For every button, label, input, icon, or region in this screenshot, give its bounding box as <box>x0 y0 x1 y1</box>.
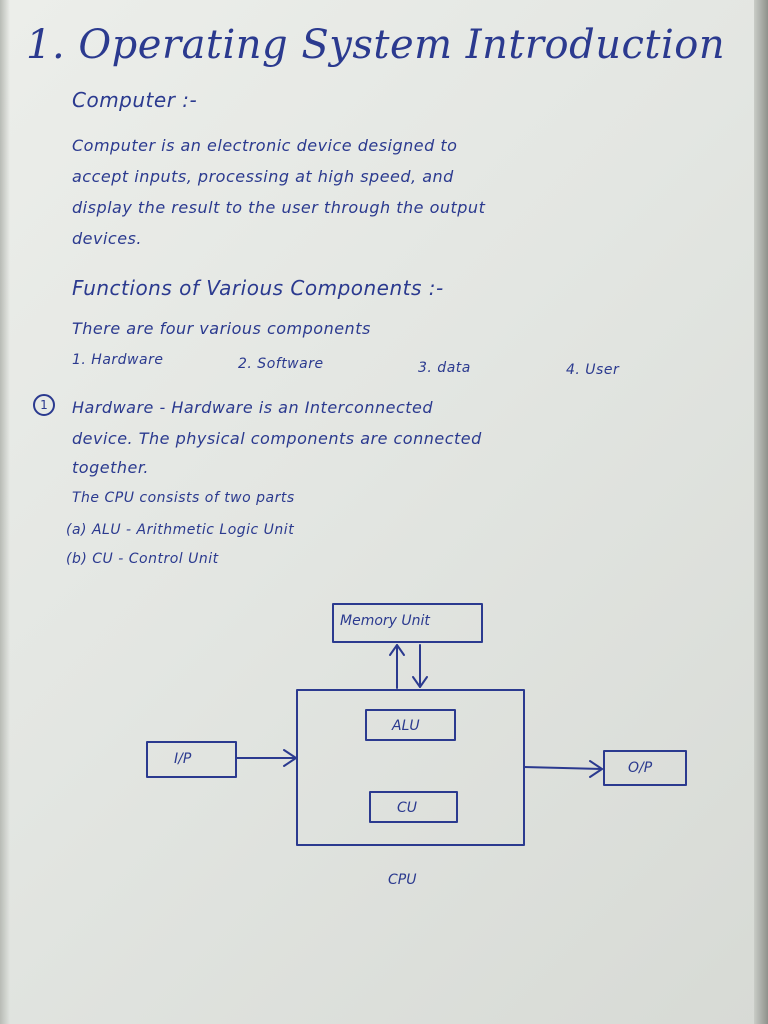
computer-line-3: display the result to the user through the output <box>72 198 486 217</box>
input-arrow <box>236 750 296 766</box>
output-label: O/P <box>628 760 653 776</box>
input-label: I/P <box>174 751 192 767</box>
component-hardware: 1. Hardware <box>72 352 164 368</box>
hardware-line-2: device. The physical components are connected <box>72 429 482 448</box>
component-user: 4. User <box>566 362 620 378</box>
page-title: 1. Operating System Introduction <box>26 22 726 68</box>
alu-label: ALU <box>392 718 420 734</box>
cu-label: CU <box>397 800 418 816</box>
output-arrow <box>524 761 602 777</box>
input-box <box>147 742 236 777</box>
section-number-badge: 1 <box>33 394 55 416</box>
computer-line-2: accept inputs, processing at high speed, and <box>72 167 454 186</box>
computer-line-1: Computer is an electronic device designed to <box>72 136 458 155</box>
memory-arrow-down <box>413 645 427 687</box>
cpu-caption: CPU <box>388 872 417 888</box>
computer-line-4: devices. <box>72 229 142 248</box>
hardware-line-3: together. <box>72 458 150 477</box>
component-software: 2. Software <box>238 356 324 372</box>
functions-intro: There are four various components <box>72 319 371 338</box>
cpu-part-cu: (b) CU - Control Unit <box>66 551 219 567</box>
computer-heading: Computer :- <box>72 88 198 112</box>
memory-unit-label: Memory Unit <box>340 613 430 629</box>
cpu-part-alu: (a) ALU - Arithmetic Logic Unit <box>66 522 295 538</box>
cpu-consists-line: The CPU consists of two parts <box>72 490 295 506</box>
hardware-line-1: Hardware - Hardware is an Interconnected <box>72 398 434 417</box>
memory-arrow-up <box>390 645 404 688</box>
component-data: 3. data <box>418 360 471 376</box>
functions-heading: Functions of Various Components :- <box>72 276 444 300</box>
